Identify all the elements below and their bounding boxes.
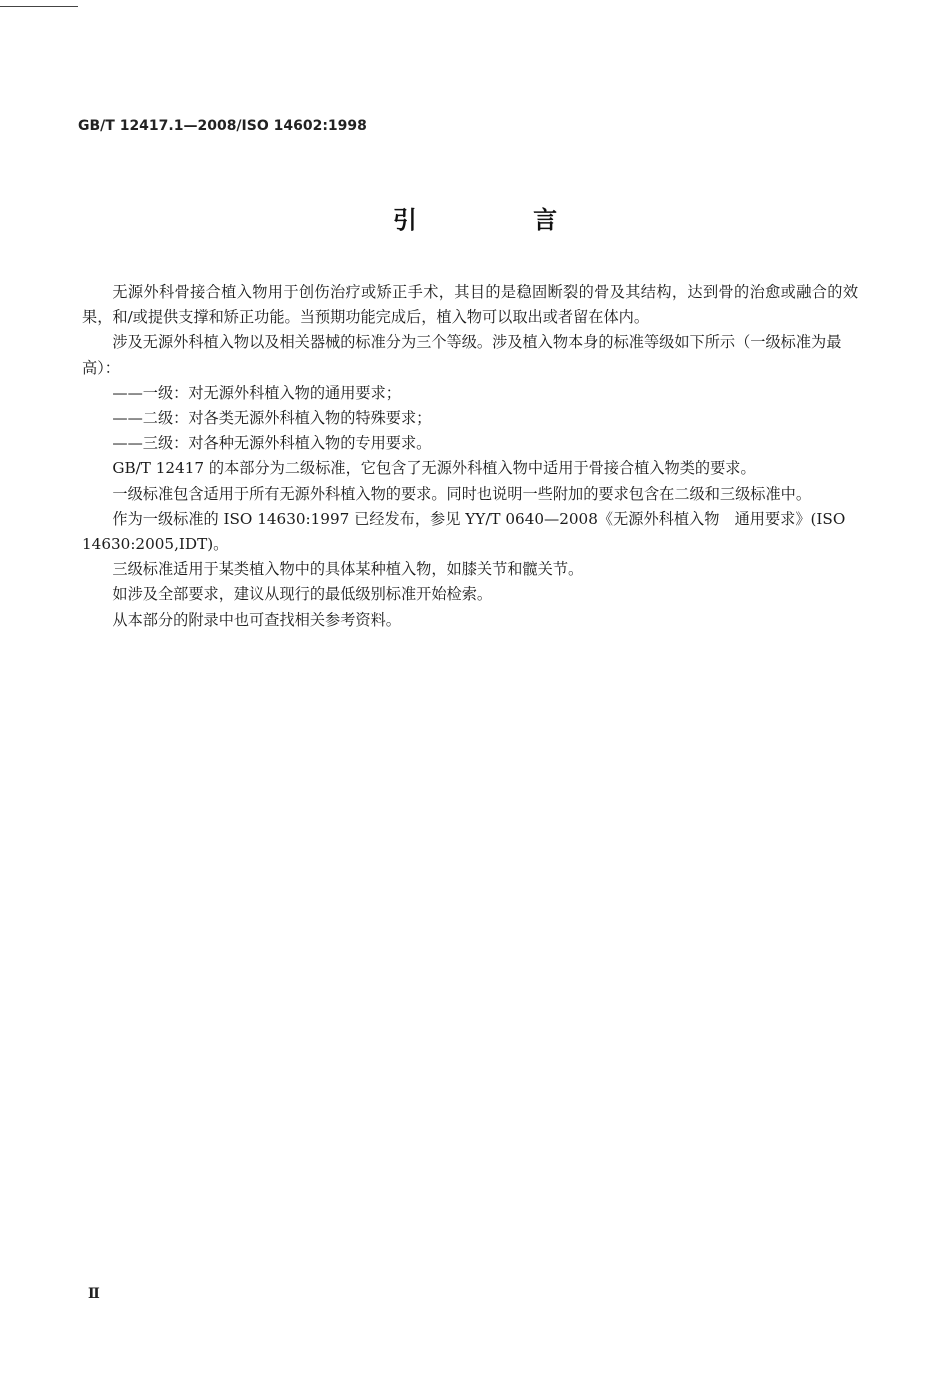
top-rule: [0, 6, 78, 7]
paragraph-levels-intro: 涉及无源外科植入物以及相关器械的标准分为三个等级。涉及植入物本身的标准等级如下所示（一级标准为最高）：: [82, 333, 842, 377]
paragraph-level-3-scope: 三级标准适用于某类植入物中的具体某种植入物，如膝关节和髋关节。: [112, 560, 584, 579]
list-item-level-1: ——一级：对无源外科植入物的通用要求；: [112, 383, 401, 402]
paragraph-appendix-note: 从本部分的附录中也可查找相关参考资料。: [112, 610, 401, 629]
introduction-body: [82, 280, 858, 633]
paragraph-part-scope: GB/T 12417 的本部分为二级标准，它包含了无源外科植入物中适用于骨接合植入物类的要求。: [112, 459, 756, 478]
paragraph-level-1-scope: 一级标准包含适用于所有无源外科植入物的要求。同时也说明一些附加的要求包含在二级和三级标准中。: [112, 484, 812, 503]
standard-number-header: GB/T 12417.1—2008/ISO 14602:1998: [78, 118, 367, 134]
paragraph-reference: 作为一级标准的 ISO 14630:1997 已经发布，参见 YY/T 0640—2008《无源外科植入物 通用要求》(ISO 14630:2005,IDT)。: [82, 509, 846, 554]
list-item-level-2: ——二级：对各类无源外科植入物的特殊要求；: [112, 409, 432, 428]
paragraph-search-advice: 如涉及全部要求，建议从现行的最低级别标准开始检索。: [112, 585, 493, 604]
paragraph-purpose: 无源外科骨接合植入物用于创伤治疗或矫正手术，其目的是稳固断裂的骨及其结构，达到骨的治愈或融合的效果，和/或提供支撑和矫正功能。当预期功能完成后，植入物可以取出或者留在体内。: [82, 283, 858, 327]
list-item-level-3: ——三级：对各种无源外科植入物的专用要求。: [112, 434, 432, 453]
page-number: Ⅱ: [88, 1286, 100, 1302]
page-title: 引 言: [392, 206, 612, 234]
